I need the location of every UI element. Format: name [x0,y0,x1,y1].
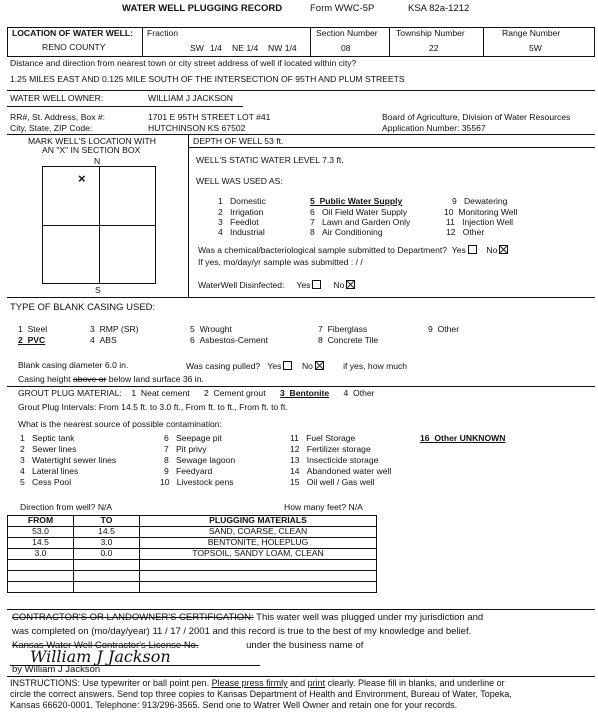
section-label: Section Number [316,28,378,38]
casing-3: 3 RMP (SR) [90,324,139,334]
col-to: TO [74,516,140,527]
disinfected-no-checkbox[interactable] [346,280,355,289]
source-4: 4 Lateral lines [20,466,79,476]
use-5-selected: 5 Public Water Supply [310,196,403,206]
instructions-line-2: circle the correct answers. Send top three copies to Kansas Department of Health and Environment, Bureau of Water, Topeka, [10,689,512,699]
pulled-no-checkbox[interactable] [315,361,324,370]
location-label: LOCATION OF WATER WELL: [12,28,133,38]
fraction-nw: NW 1/4 [268,43,297,53]
how-many-feet: How many feet? N/A [284,502,363,512]
use-4: 4 Industrial [218,227,265,237]
fraction-sw: SW [190,43,204,53]
section-value: 08 [341,43,351,53]
source-12: 12 Fertilizer storage [290,444,371,454]
table-row [8,560,377,571]
contamination-question: What is the nearest source of possible contamination: [18,419,222,429]
sample-no-checkbox[interactable] [499,245,508,254]
fraction-label: Fraction [147,28,179,38]
source-1: 1 Septic tank [20,433,75,443]
table-row: 53.0 14.5 SAND, COARSE, CLEAN [8,527,377,538]
source-15: 15 Oil well / Gas well [290,477,375,487]
city-label: City, State, ZIP Code: [10,123,93,133]
board-text: Board of Agriculture, Division of Water Resources [382,112,571,122]
township-value: 22 [429,43,439,53]
use-10: 10 Monitoring Well [444,207,518,217]
source-7: 7 Pit privy [164,444,207,454]
sample-question: Was a chemical/bacteriological sample submitted to Department? Yes No [198,245,508,256]
owner-name: WILLIAM J JACKSON [148,93,233,103]
fraction-ne: NE 1/4 [232,43,259,53]
city-value: HUTCHINSON KS 67502 [148,123,246,133]
certification-line-2: was completed on (mo/day/year) 11 / 17 / 2001 and this record is true to the best of my knowledge and belief. [12,626,472,637]
use-7: 7 Lawn and Garden Only [310,217,411,227]
static-water-level: WELL'S STATIC WATER LEVEL 7.3 ft. [196,155,344,165]
source-10: 10 Livestock pens [160,477,234,487]
use-8: 8 Air Conditioning [310,227,383,237]
section-grid [42,166,156,284]
casing-pulled: Was casing pulled? Yes No if yes, how much [186,361,408,371]
casing-4: 4 ABS [90,335,117,345]
col-from: FROM [8,516,74,527]
source-5: 5 Cess Pool [20,477,72,487]
mark-title-2: AN "X" IN SECTION BOX [42,145,141,155]
source-8: 8 Sewage lagoon [164,455,236,465]
use-9: 9 Dewatering [452,196,508,206]
disinfected-yes-checkbox[interactable] [312,280,321,289]
license-line: Kansas Water Well Contractor's License No. under the business name of [12,640,364,651]
casing-5: 5 Wrought [190,324,232,334]
range-label: Range Number [502,28,561,38]
grout-material: GROUT PLUG MATERIAL: 1 Neat cement 2 Cement grout 3 Bentonite 4 Other [18,388,375,398]
casing-8: 8 Concrete Tile [318,335,379,345]
distance-label: Distance and direction from nearest town or city street address of well if located within city? [10,58,357,68]
well-depth: DEPTH OF WELL 53 ft. [193,136,284,146]
range-value: 5W [529,43,542,53]
owner-label: WATER WELL OWNER: [10,93,104,103]
use-12: 12 Other [446,227,485,237]
table-row [8,582,377,593]
county-value: RENO COUNTY [42,42,106,52]
instructions-line-3: Kansas 66620-0001. Telephone: 913/296-3565. Send one to Watrer Well Owner and retain one for your records. [10,700,458,710]
distance-value: 1.25 MILES EAST AND 0.125 MILE SOUTH OF THE INTERSECTION OF 95TH AND PLUM STREETS [10,74,405,84]
table-row: 3.0 0.0 TOPSOIL, SANDY LOAM, CLEAN [8,549,377,560]
direction-from-well: Direction from well? N/A [20,502,113,512]
address-label: RR#, St. Address, Box #: [10,112,106,122]
form-title: WATER WELL PLUGGING RECORD [122,3,283,14]
sample-date: If yes, mo/day/yr sample was submitted : / / [198,257,363,267]
source-11: 11 Fuel Storage [290,433,356,443]
casing-6: 6 Asbestos-Cement [190,335,268,345]
casing-7: 7 Fiberglass [318,324,368,334]
sample-yes-checkbox[interactable] [468,245,477,254]
source-2: 2 Sewer lines [20,444,77,454]
casing-diameter: Blank casing diameter 6.0 in. [18,360,129,370]
ksa-number: KSA 82a-1212 [408,3,470,14]
grout-intervals: Grout Plug Intervals: From 14.5 ft. to 3.0 ft., From ft. to ft., From ft. to ft. [18,402,288,412]
address-value: 1701 E 95TH STREET LOT #41 [148,112,271,122]
signed-by: by William J Jackson [12,664,101,675]
use-2: 2 Irrigation [218,207,264,217]
well-location-mark: × [78,171,86,186]
certification-line-1: CONTRACTOR'S OR LANDOWNER'S CERTIFICATION: This water well was plugged under my jurisdiction and [12,612,484,623]
used-as-label: WELL WAS USED AS: [196,176,283,186]
use-6: 6 Oil Field Water Supply [310,207,408,217]
disinfected-question: WaterWell Disinfected: Yes No [198,280,355,291]
casing-height: Casing height above or below land surface 36 in. [18,374,204,384]
fraction-sw-quarter: 1/4 [210,43,222,53]
use-1: 1 Domestic [218,196,266,206]
use-11: 11 Injection Well [446,217,514,227]
casing-2-selected: 2 PVC [18,335,46,345]
township-label: Township Number [396,28,465,38]
casing-1: 1 Steel [18,324,48,334]
col-materials: PLUGGING MATERIALS [140,516,377,527]
source-6: 6 Seepage pit [164,433,222,443]
table-row [8,571,377,582]
source-16-selected: 16 Other UNKNOWN [420,433,506,443]
application-number: Application Number: 35567 [382,123,486,133]
mark-title-1: MARK WELL'S LOCATION WITH [28,136,157,146]
plugging-table [7,515,377,593]
south-label: S [95,285,101,295]
use-3: 3 Feedlot [218,217,259,227]
casing-9: 9 Other [428,324,460,334]
instructions-line-1: INSTRUCTIONS: Use typewriter or ball point pen. Please press firmly and print clearly. Please fill in blanks, and underline or [10,678,505,688]
source-13: 13 Insecticide storage [290,455,379,465]
source-14: 14 Abandoned water well [290,466,392,476]
table-row: 14.5 3.0 BENTONITE, HOLEPLUG [8,538,377,549]
casing-title: TYPE OF BLANK CASING USED: [10,302,156,313]
pulled-yes-checkbox[interactable] [283,361,292,370]
north-label: N [94,156,101,166]
form-number: Form WWC-5P [310,3,375,14]
source-3: 3 Watertight sewer lines [20,455,117,465]
signature: William J Jackson [30,647,171,666]
source-9: 9 Feedyard [164,466,213,476]
